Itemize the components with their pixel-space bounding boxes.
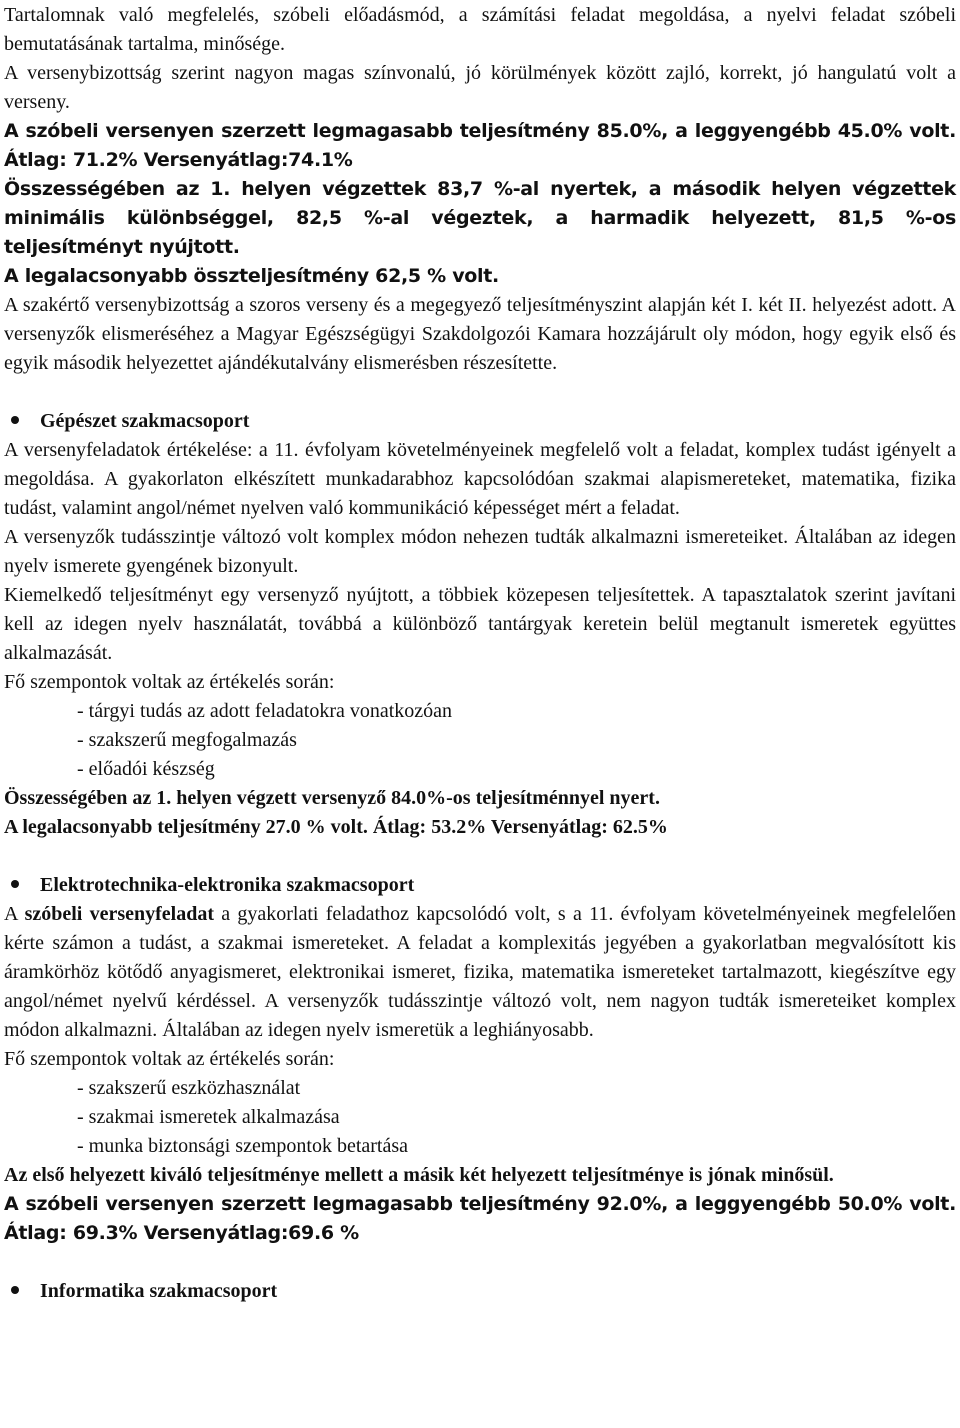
- paragraph-evaluation-criteria: Tartalomnak való megfelelés, szóbeli előadásmód, a számítási feladat megoldása, a nyelvi feladat szóbeli bemutatásának tartalma, minősége.: [4, 4, 956, 55]
- paragraph-lowest-result: A legalacsonyabb összteljesítmény 62,5 % volt.: [4, 265, 499, 287]
- paragraph-committee-opinion: A versenybizottság szerint nagyon magas színvonalú, jó körülmények között zajló, korrekt, jó hangulatú volt a verseny.: [4, 62, 956, 113]
- paragraph-overall-results: Összességében az 1. helyen végzettek 83,7 %-al nyertek, a második helyen végzettek minimális különbséggel, 82,5 %-al végeztek, a harmadik helyezett, 81,5 %-os teljesítményt nyújtott.: [4, 178, 956, 258]
- text-run: A: [4, 903, 25, 925]
- text-run-bold: szóbeli versenyfeladat: [24, 903, 215, 925]
- elektro-paragraph-task: [4, 900, 956, 1045]
- section-heading-gepeszet: [4, 407, 956, 436]
- elektro-criteria-item: - szakszerű eszközhasználat: [77, 1077, 301, 1099]
- gepeszet-criteria-item: - szakszerű megfogalmazás: [77, 729, 297, 751]
- spacer: [4, 1248, 956, 1277]
- elektro-criteria-item: - munka biztonsági szempontok betartása: [77, 1135, 409, 1157]
- spacer: [4, 378, 956, 407]
- section-title: Elektrotechnika-elektronika szakmacsoport: [40, 874, 415, 896]
- paragraph-awards: A szakértő versenybizottság a szoros verseny és a megegyező teljesítményszint alapján két I. két II. helyezést adott. A versenyzők elismeréséhez a Magyar Egészségügyi Szakdolgozói Kamara hozzájárult oly módon, hogy egyik első és egyik második helyezettet ajándékutalvány elismerésben részesítette.: [4, 294, 956, 374]
- elektro-criteria-item: - szakmai ismeretek alkalmazása: [77, 1106, 340, 1128]
- section-title: Gépészet szakmacsoport: [40, 410, 250, 432]
- elektro-summary-stats: A szóbeli versenyen szerzett legmagasabb teljesítmény 92.0%, a leggyengébb 50.0% volt. Átlag: 69.3% Versenyátlag:69.6 %: [4, 1193, 956, 1244]
- bullet-icon: [11, 1286, 19, 1294]
- gepeszet-summary-stats: A legalacsonyabb teljesítmény 27.0 % volt. Átlag: 53.2% Versenyátlag: 62.5%: [4, 816, 668, 838]
- bullet-icon: [11, 416, 19, 424]
- gepeszet-paragraph-task: A versenyfeladatok értékelése: a 11. évfolyam követelményeinek megfelelő volt a feladat, komplex tudást igényelt a megoldása. A gyakorlaton elkészített munkadarabhoz kapcsolódóan szakmai alapismereteket, matematika, fizika tudást, valamint angol/német nyelven való kommunikáció képességet mért a feladat.: [4, 439, 956, 519]
- gepeszet-paragraph-experience: Kiemelkedő teljesítményt egy versenyző nyújtott, a többiek közepesen teljesítettek. A tapasztalatok szerint javítani kell az idegen nyelv használatát, továbbá a különböző tantárgyak keretein belül megtanult ismeretek együttes alkalmazását.: [4, 584, 956, 664]
- elektro-criteria-intro: Fő szempontok voltak az értékelés során:: [4, 1048, 335, 1070]
- section-title: Informatika szakmacsoport: [40, 1280, 278, 1302]
- section-heading-elektro: [4, 871, 956, 900]
- paragraph-oral-results: A szóbeli versenyen szerzett legmagasabb teljesítmény 85.0%, a leggyengébb 45.0% volt. Átlag: 71.2% Versenyátlag:74.1%: [4, 120, 956, 171]
- gepeszet-summary-winner: Összességében az 1. helyen végzett versenyző 84.0%-os teljesítménnyel nyert.: [4, 787, 660, 809]
- text-run: a gyakorlati feladathoz kapcsolódó volt, s a 11. évfolyam követelményeinek megfelelően kérte számon a tudást, a szakmai ismereteket. A feladat a komplexitás jegyében a gyakorlatban megvalósított kis áramkörhöz kötődő anyagismeret, elektronikai ismeret, fizika, matematika ismereteket tartalmazott, kiegészítve egy angol/német nyelvű kérdéssel. A versenyzők tudásszintje változó volt, nem nagyon tudták ismereteiket komplex módon alkalmazni. Általában az idegen nyelv ismeretük a leghiányosabb.: [4, 903, 957, 1041]
- bullet-icon: [11, 880, 19, 888]
- gepeszet-paragraph-level: A versenyzők tudásszintje változó volt komplex módon nehezen tudták alkalmazni ismereteiket. Általában az idegen nyelv ismerete gyengének bizonyult.: [4, 526, 956, 577]
- section-heading-informatika: [4, 1277, 956, 1306]
- spacer: [4, 842, 956, 871]
- gepeszet-criteria-intro: Fő szempontok voltak az értékelés során:: [4, 671, 335, 693]
- gepeszet-criteria-item: - tárgyi tudás az adott feladatokra vonatkozóan: [77, 700, 453, 722]
- gepeszet-criteria-item: - előadói készség: [77, 758, 215, 780]
- elektro-summary-quality: Az első helyezett kiváló teljesítménye mellett a másik két helyezett teljesítménye is jónak minősül.: [4, 1164, 834, 1186]
